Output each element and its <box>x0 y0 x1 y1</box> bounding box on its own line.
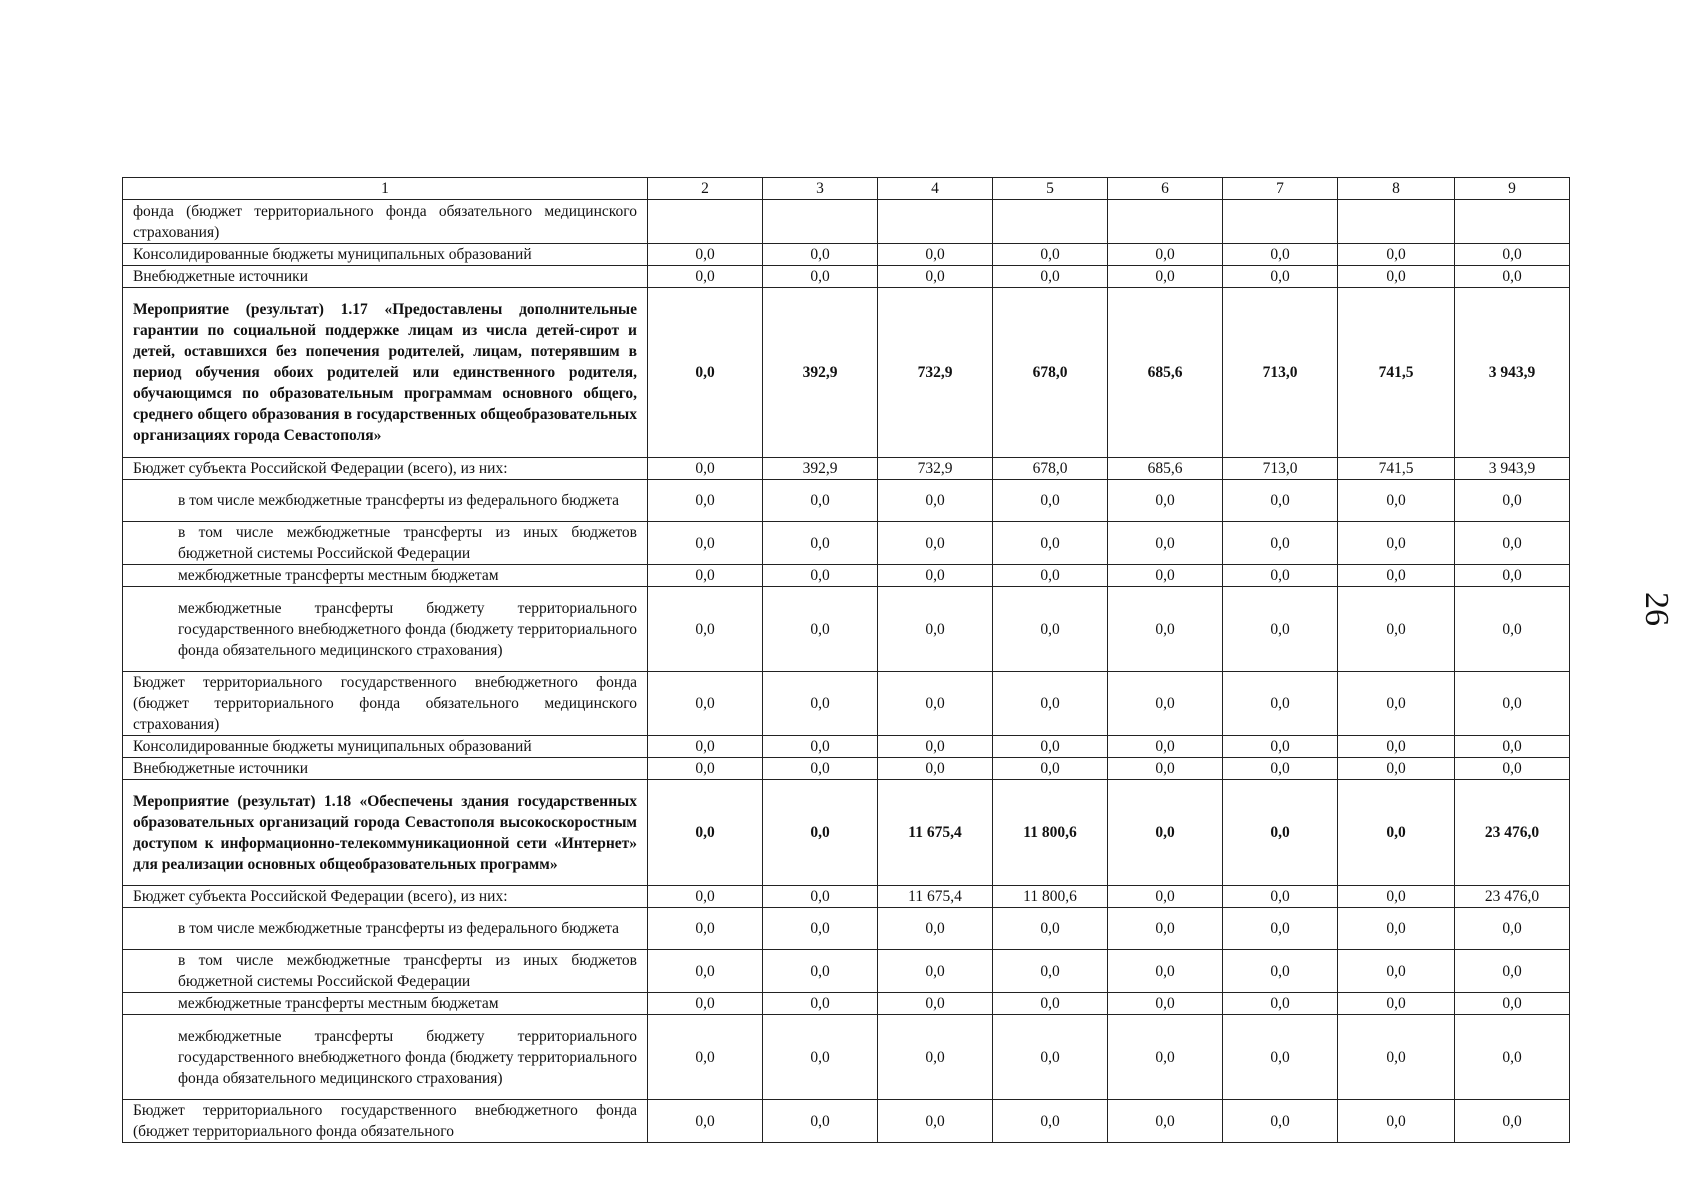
value-cell: 0,0 <box>648 266 763 288</box>
value-cell: 0,0 <box>763 565 878 587</box>
value-cell: 0,0 <box>993 587 1108 672</box>
value-cell: 0,0 <box>648 950 763 993</box>
value-cell: 0,0 <box>878 1015 993 1100</box>
value-cell: 3 943,9 <box>1455 288 1570 458</box>
value-cell: 0,0 <box>1223 266 1338 288</box>
value-cell: 0,0 <box>1108 1100 1223 1143</box>
value-cell: 0,0 <box>1338 993 1455 1015</box>
value-cell: 0,0 <box>648 736 763 758</box>
value-cell: 0,0 <box>1338 480 1455 522</box>
column-number: 4 <box>878 178 993 200</box>
value-cell: 0,0 <box>1338 565 1455 587</box>
value-cell: 0,0 <box>648 480 763 522</box>
value-cell: 713,0 <box>1223 458 1338 480</box>
value-cell: 0,0 <box>1455 587 1570 672</box>
value-cell: 0,0 <box>1108 758 1223 780</box>
budget-table <box>122 177 1570 1143</box>
row-label: межбюджетные трансферты бюджету территориального государственного внебюджетного фонда (бюджету территориального фонда обязательного медицинского страхования) <box>123 1015 648 1100</box>
value-cell: 0,0 <box>1338 522 1455 565</box>
value-cell: 0,0 <box>1223 672 1338 736</box>
value-cell <box>993 200 1108 244</box>
value-cell: 732,9 <box>878 458 993 480</box>
value-cell: 0,0 <box>993 993 1108 1015</box>
value-cell: 0,0 <box>763 244 878 266</box>
table-row <box>123 758 1570 780</box>
value-cell: 0,0 <box>993 1100 1108 1143</box>
value-cell: 0,0 <box>1455 480 1570 522</box>
value-cell: 0,0 <box>1108 587 1223 672</box>
value-cell: 0,0 <box>878 1100 993 1143</box>
row-label: межбюджетные трансферты бюджету территориального государственного внебюджетного фонда (бюджету территориального фонда обязательного медицинского страхования) <box>123 587 648 672</box>
value-cell: 0,0 <box>1455 993 1570 1015</box>
value-cell: 0,0 <box>878 565 993 587</box>
value-cell: 0,0 <box>993 565 1108 587</box>
table-row <box>123 288 1570 458</box>
value-cell: 0,0 <box>993 480 1108 522</box>
value-cell: 741,5 <box>1338 288 1455 458</box>
value-cell: 0,0 <box>648 886 763 908</box>
value-cell: 0,0 <box>1223 244 1338 266</box>
value-cell: 0,0 <box>1455 244 1570 266</box>
value-cell: 0,0 <box>1108 565 1223 587</box>
value-cell: 0,0 <box>1108 993 1223 1015</box>
value-cell <box>1223 200 1338 244</box>
row-label: Внебюджетные источники <box>123 758 648 780</box>
value-cell: 0,0 <box>1108 480 1223 522</box>
value-cell: 0,0 <box>648 522 763 565</box>
table-row <box>123 244 1570 266</box>
value-cell: 0,0 <box>763 522 878 565</box>
row-label: Мероприятие (результат) 1.17 «Предоставлены дополнительные гарантии по социальной поддержке лицам из числа детей-сирот и детей, оставшихся без попечения родителей, лицам, потерявшим в период обучения обоих родителей или единственного родителя, обучающимся по образовательным программам основного общего, среднего общего образования в государственных общеобразовательных организациях города Севастополя» <box>123 288 648 458</box>
table-body <box>123 178 1570 1143</box>
value-cell: 0,0 <box>1455 758 1570 780</box>
value-cell: 0,0 <box>1223 908 1338 950</box>
value-cell: 0,0 <box>993 758 1108 780</box>
value-cell: 0,0 <box>648 780 763 886</box>
value-cell: 0,0 <box>1338 266 1455 288</box>
column-number: 2 <box>648 178 763 200</box>
value-cell: 0,0 <box>1223 993 1338 1015</box>
value-cell: 0,0 <box>648 1100 763 1143</box>
value-cell: 11 675,4 <box>878 780 993 886</box>
value-cell: 0,0 <box>993 266 1108 288</box>
value-cell: 0,0 <box>763 758 878 780</box>
table-row <box>123 587 1570 672</box>
value-cell: 0,0 <box>1108 522 1223 565</box>
row-label: в том числе межбюджетные трансферты из иных бюджетов бюджетной системы Российской Федерации <box>123 950 648 993</box>
value-cell: 0,0 <box>763 736 878 758</box>
value-cell: 0,0 <box>1223 1015 1338 1100</box>
row-label: Бюджет территориального государственного внебюджетного фонда (бюджет территориального фонда обязательного медицинского страхования) <box>123 672 648 736</box>
row-label: в том числе межбюджетные трансферты из федерального бюджета <box>123 908 648 950</box>
value-cell: 678,0 <box>993 288 1108 458</box>
value-cell: 0,0 <box>1108 244 1223 266</box>
value-cell: 0,0 <box>1455 672 1570 736</box>
row-label: в том числе межбюджетные трансферты из иных бюджетов бюджетной системы Российской Федерации <box>123 522 648 565</box>
value-cell: 685,6 <box>1108 288 1223 458</box>
value-cell: 0,0 <box>1223 480 1338 522</box>
value-cell: 0,0 <box>1108 780 1223 886</box>
table-row <box>123 1015 1570 1100</box>
table-row <box>123 1100 1570 1143</box>
value-cell: 0,0 <box>878 672 993 736</box>
table-row <box>123 780 1570 886</box>
value-cell: 0,0 <box>763 1100 878 1143</box>
value-cell: 0,0 <box>1338 1100 1455 1143</box>
value-cell: 0,0 <box>1223 886 1338 908</box>
value-cell: 0,0 <box>878 266 993 288</box>
value-cell: 0,0 <box>1223 522 1338 565</box>
value-cell: 392,9 <box>763 288 878 458</box>
value-cell: 0,0 <box>648 908 763 950</box>
value-cell: 0,0 <box>1223 758 1338 780</box>
value-cell: 0,0 <box>1338 244 1455 266</box>
value-cell: 0,0 <box>878 908 993 950</box>
row-label: Консолидированные бюджеты муниципальных образований <box>123 244 648 266</box>
table-row <box>123 886 1570 908</box>
value-cell: 0,0 <box>1108 908 1223 950</box>
value-cell: 0,0 <box>1455 908 1570 950</box>
value-cell: 0,0 <box>878 950 993 993</box>
value-cell: 678,0 <box>993 458 1108 480</box>
value-cell: 0,0 <box>648 244 763 266</box>
value-cell <box>763 200 878 244</box>
value-cell: 0,0 <box>878 993 993 1015</box>
column-number-header-row <box>123 178 1570 200</box>
value-cell: 0,0 <box>993 522 1108 565</box>
column-number: 3 <box>763 178 878 200</box>
column-number: 8 <box>1338 178 1455 200</box>
value-cell: 0,0 <box>1455 1015 1570 1100</box>
value-cell <box>1108 200 1223 244</box>
table-row <box>123 565 1570 587</box>
table-row <box>123 736 1570 758</box>
value-cell: 0,0 <box>648 758 763 780</box>
value-cell: 732,9 <box>878 288 993 458</box>
row-label: межбюджетные трансферты местным бюджетам <box>123 993 648 1015</box>
row-label: межбюджетные трансферты местным бюджетам <box>123 565 648 587</box>
value-cell: 0,0 <box>763 886 878 908</box>
value-cell: 0,0 <box>1223 950 1338 993</box>
value-cell: 0,0 <box>1108 950 1223 993</box>
table-row <box>123 200 1570 244</box>
value-cell: 0,0 <box>993 244 1108 266</box>
row-label: Бюджет субъекта Российской Федерации (всего), из них: <box>123 886 648 908</box>
table-row <box>123 908 1570 950</box>
value-cell: 0,0 <box>1455 565 1570 587</box>
value-cell: 0,0 <box>648 993 763 1015</box>
value-cell: 0,0 <box>1455 522 1570 565</box>
value-cell: 0,0 <box>648 288 763 458</box>
row-label: Мероприятие (результат) 1.18 «Обеспечены здания государственных образовательных организаций города Севастополя высокоскоростным доступом к информационно-телекоммуникационной сети «Интернет» для реализации основных общеобразовательных программ» <box>123 780 648 886</box>
value-cell: 0,0 <box>993 736 1108 758</box>
column-number: 5 <box>993 178 1108 200</box>
value-cell <box>878 200 993 244</box>
value-cell: 23 476,0 <box>1455 886 1570 908</box>
value-cell: 392,9 <box>763 458 878 480</box>
value-cell: 0,0 <box>763 480 878 522</box>
row-label: Бюджет территориального государственного внебюджетного фонда (бюджет территориального фонда обязательного <box>123 1100 648 1143</box>
value-cell: 0,0 <box>763 672 878 736</box>
value-cell: 0,0 <box>1338 908 1455 950</box>
value-cell: 11 800,6 <box>993 886 1108 908</box>
value-cell <box>1338 200 1455 244</box>
value-cell: 0,0 <box>1338 886 1455 908</box>
value-cell: 0,0 <box>1455 1100 1570 1143</box>
value-cell: 0,0 <box>648 672 763 736</box>
value-cell: 0,0 <box>763 1015 878 1100</box>
value-cell: 0,0 <box>1223 1100 1338 1143</box>
value-cell: 0,0 <box>1223 736 1338 758</box>
value-cell: 0,0 <box>763 950 878 993</box>
row-label: фонда (бюджет территориального фонда обязательного медицинского страхования) <box>123 200 648 244</box>
value-cell: 0,0 <box>878 522 993 565</box>
value-cell: 0,0 <box>763 908 878 950</box>
value-cell: 23 476,0 <box>1455 780 1570 886</box>
value-cell: 0,0 <box>993 908 1108 950</box>
table-row <box>123 458 1570 480</box>
value-cell: 0,0 <box>878 587 993 672</box>
value-cell: 0,0 <box>1223 780 1338 886</box>
value-cell: 0,0 <box>763 780 878 886</box>
value-cell: 11 800,6 <box>993 780 1108 886</box>
value-cell: 0,0 <box>878 758 993 780</box>
row-label: Бюджет субъекта Российской Федерации (всего), из них: <box>123 458 648 480</box>
value-cell: 0,0 <box>878 480 993 522</box>
row-label: в том числе межбюджетные трансферты из федерального бюджета <box>123 480 648 522</box>
value-cell: 0,0 <box>1108 1015 1223 1100</box>
value-cell: 0,0 <box>1108 266 1223 288</box>
value-cell: 0,0 <box>1108 736 1223 758</box>
value-cell: 0,0 <box>878 736 993 758</box>
table-row <box>123 522 1570 565</box>
row-label: Внебюджетные источники <box>123 266 648 288</box>
value-cell: 0,0 <box>648 587 763 672</box>
value-cell: 11 675,4 <box>878 886 993 908</box>
page-number: 26 <box>1638 592 1675 626</box>
value-cell: 0,0 <box>763 587 878 672</box>
column-number: 1 <box>123 178 648 200</box>
value-cell: 0,0 <box>1455 950 1570 993</box>
value-cell: 0,0 <box>763 266 878 288</box>
table-row <box>123 480 1570 522</box>
value-cell: 0,0 <box>1108 672 1223 736</box>
value-cell: 0,0 <box>1108 886 1223 908</box>
value-cell <box>648 200 763 244</box>
row-label: Консолидированные бюджеты муниципальных образований <box>123 736 648 758</box>
value-cell: 0,0 <box>878 244 993 266</box>
value-cell: 3 943,9 <box>1455 458 1570 480</box>
table-row <box>123 266 1570 288</box>
value-cell: 0,0 <box>648 1015 763 1100</box>
value-cell: 685,6 <box>1108 458 1223 480</box>
value-cell: 741,5 <box>1338 458 1455 480</box>
value-cell: 0,0 <box>1338 780 1455 886</box>
value-cell: 0,0 <box>1338 672 1455 736</box>
column-number: 9 <box>1455 178 1570 200</box>
value-cell: 0,0 <box>1455 266 1570 288</box>
value-cell: 0,0 <box>1338 587 1455 672</box>
value-cell: 0,0 <box>1338 950 1455 993</box>
table-row <box>123 993 1570 1015</box>
value-cell: 0,0 <box>1455 736 1570 758</box>
table-row <box>123 672 1570 736</box>
value-cell: 0,0 <box>993 1015 1108 1100</box>
value-cell: 0,0 <box>763 993 878 1015</box>
value-cell: 0,0 <box>1223 565 1338 587</box>
value-cell: 0,0 <box>648 565 763 587</box>
value-cell: 0,0 <box>1338 758 1455 780</box>
column-number: 7 <box>1223 178 1338 200</box>
value-cell: 0,0 <box>1338 736 1455 758</box>
table-row <box>123 950 1570 993</box>
value-cell: 713,0 <box>1223 288 1338 458</box>
column-number: 6 <box>1108 178 1223 200</box>
value-cell: 0,0 <box>1338 1015 1455 1100</box>
value-cell: 0,0 <box>1223 587 1338 672</box>
value-cell: 0,0 <box>648 458 763 480</box>
value-cell: 0,0 <box>993 950 1108 993</box>
value-cell <box>1455 200 1570 244</box>
value-cell: 0,0 <box>993 672 1108 736</box>
